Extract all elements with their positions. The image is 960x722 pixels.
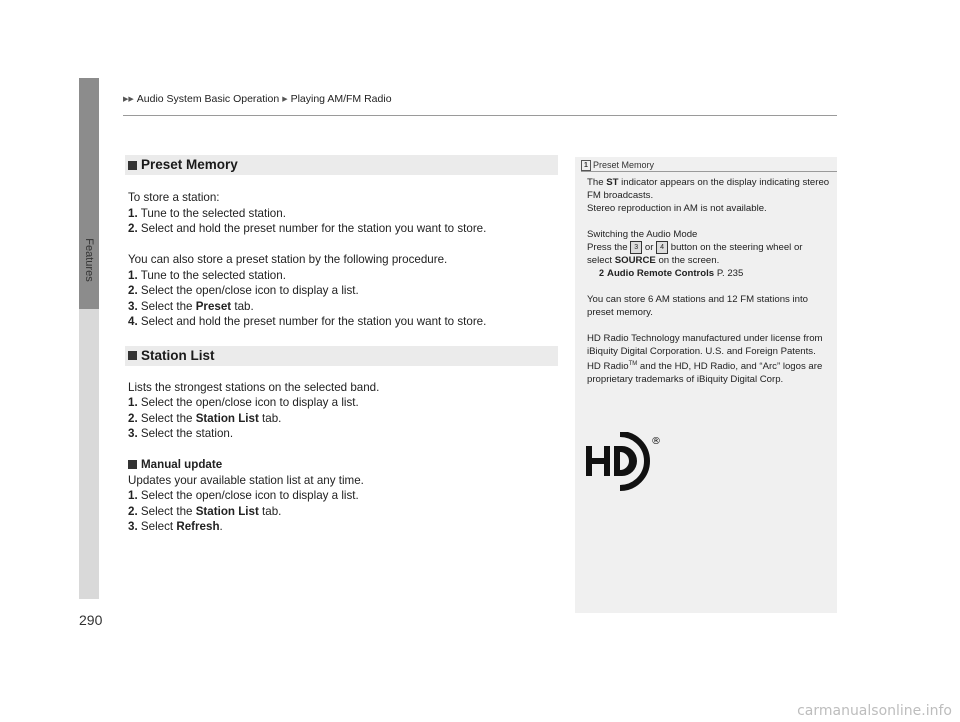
- step-item: [128, 268, 558, 284]
- step-text: Select the open/close icon to display a list.: [140, 284, 359, 297]
- breadcrumb-arrow-icon: ▶: [282, 96, 288, 103]
- step-text: Tune to the selected station.: [140, 268, 286, 282]
- step-number: 3.: [128, 520, 138, 533]
- step-item: [128, 283, 558, 299]
- step-item: [128, 488, 558, 504]
- step-text: tab.: [231, 299, 254, 313]
- sidebar-paragraph: Stereo reproduction in AM is not available.: [587, 203, 767, 214]
- square-bullet-icon: [128, 161, 137, 170]
- manual-update-heading-text: Manual update: [141, 458, 223, 471]
- step-text: Select: [140, 520, 177, 533]
- breadcrumb-arrow-icon: ▶▶: [123, 96, 134, 103]
- cross-reference-link[interactable]: [587, 267, 831, 280]
- station-list-tab-label: Station List: [195, 504, 259, 518]
- sidebar-paragraph: HD Radio Technology manufactured under license from iBiquity Digital Corporation. U.S. and Foreign Patents. HD Radio™ and the HD, HD Radio, and “Arc” logos are proprietary trademarks of iBiquity Digital Corp.: [587, 333, 823, 386]
- watermark: carmanualsonline.info: [797, 703, 952, 719]
- preset-memory-heading: [125, 155, 558, 175]
- step-text: Select the station.: [140, 427, 234, 440]
- breadcrumb: [123, 93, 392, 105]
- step-item: [128, 206, 558, 222]
- breadcrumb-parent[interactable]: Audio System Basic Operation: [136, 93, 280, 105]
- preset-tab-label: Preset: [195, 299, 232, 313]
- step-text: Select and hold the preset number for the station you want to store.: [140, 315, 487, 328]
- sidebar-note: [575, 157, 837, 613]
- step-number: 1.: [128, 206, 138, 220]
- step-text: Select the: [140, 411, 196, 425]
- step-number: 2.: [128, 411, 138, 425]
- source-label: SOURCE: [614, 255, 656, 267]
- step-number: 1.: [128, 268, 138, 282]
- step-number: 1.: [128, 396, 138, 409]
- sidebar-rule: [581, 171, 837, 172]
- sidebar-title-text: Preset Memory: [593, 160, 655, 170]
- square-bullet-icon: [128, 460, 137, 469]
- step-text: Tune to the selected station.: [140, 206, 286, 220]
- manual-update-heading: [128, 457, 558, 473]
- step-item: [128, 426, 558, 442]
- step-number: 2.: [128, 222, 138, 235]
- reference-title[interactable]: Audio Remote Controls: [607, 268, 715, 280]
- step-text: Select the: [140, 299, 196, 313]
- breadcrumb-current[interactable]: Playing AM/FM Radio: [290, 93, 392, 105]
- step-item: [128, 221, 558, 237]
- sidebar-paragraph: select SOURCE on the screen.: [587, 255, 720, 267]
- sidebar-paragraph: Press the 3 or 4 button on the steering wheel or: [587, 242, 803, 254]
- step-number: 3.: [128, 299, 138, 313]
- step-text: Select the open/close icon to display a list.: [140, 489, 359, 502]
- station-intro: Lists the strongest stations on the selected band.: [128, 380, 380, 394]
- step-text: Select and hold the preset number for the station you want to store.: [140, 222, 487, 235]
- step-number: 3.: [128, 427, 138, 440]
- sidebar-paragraph: The ST indicator appears on the display indicating stereo FM broadcasts.: [587, 177, 830, 201]
- sidebar-body: [587, 176, 831, 386]
- station-list-heading-text: Station List: [141, 347, 215, 363]
- header-rule: [123, 115, 837, 116]
- step-item: [128, 411, 558, 427]
- manual-intro: Updates your available station list at any time.: [128, 473, 364, 487]
- step-number: 2.: [128, 284, 138, 297]
- step-text: tab.: [258, 411, 282, 425]
- sidebar-paragraph: Switching the Audio Mode: [587, 229, 698, 240]
- step-item: [128, 504, 558, 520]
- step-item: [128, 299, 558, 315]
- section-side-label: Features: [83, 238, 95, 282]
- reference-page: P. 235: [714, 268, 744, 280]
- step-number: 2.: [128, 504, 138, 518]
- preset-memory-heading-text: Preset Memory: [141, 157, 238, 173]
- step-number: 4.: [128, 315, 138, 328]
- main-column: [128, 155, 558, 535]
- preset-alt-intro: You can also store a preset station by the following procedure.: [128, 253, 448, 266]
- hd-radio-logo: [584, 432, 664, 492]
- step-item: [128, 395, 558, 411]
- step-text: tab.: [258, 504, 282, 518]
- step-text: Select the: [140, 504, 196, 518]
- arrow-down-button-icon: 4: [656, 241, 668, 254]
- registered-mark: ®: [651, 436, 661, 447]
- sidebar-paragraph: You can store 6 AM stations and 12 FM stations into preset memory.: [587, 294, 808, 319]
- trademark-mark: TM: [628, 361, 638, 368]
- step-text: Select the open/close icon to display a list.: [140, 396, 359, 409]
- station-list-heading: [125, 346, 558, 366]
- st-indicator-label: ST: [606, 177, 619, 188]
- reference-arrow-icon: 2: [599, 268, 605, 279]
- step-number: 1.: [128, 489, 138, 502]
- note-number-icon: 1: [581, 160, 591, 171]
- refresh-label: Refresh: [176, 520, 220, 533]
- arrow-up-button-icon: 3: [630, 241, 642, 254]
- station-list-tab-label: Station List: [195, 411, 259, 425]
- preset-intro: To store a station:: [128, 191, 220, 204]
- step-text: .: [219, 520, 223, 533]
- step-item: [128, 519, 558, 535]
- page-number: 290: [79, 612, 103, 628]
- step-item: [128, 314, 558, 330]
- side-tab-lower: [79, 309, 99, 599]
- square-bullet-icon: [128, 351, 137, 360]
